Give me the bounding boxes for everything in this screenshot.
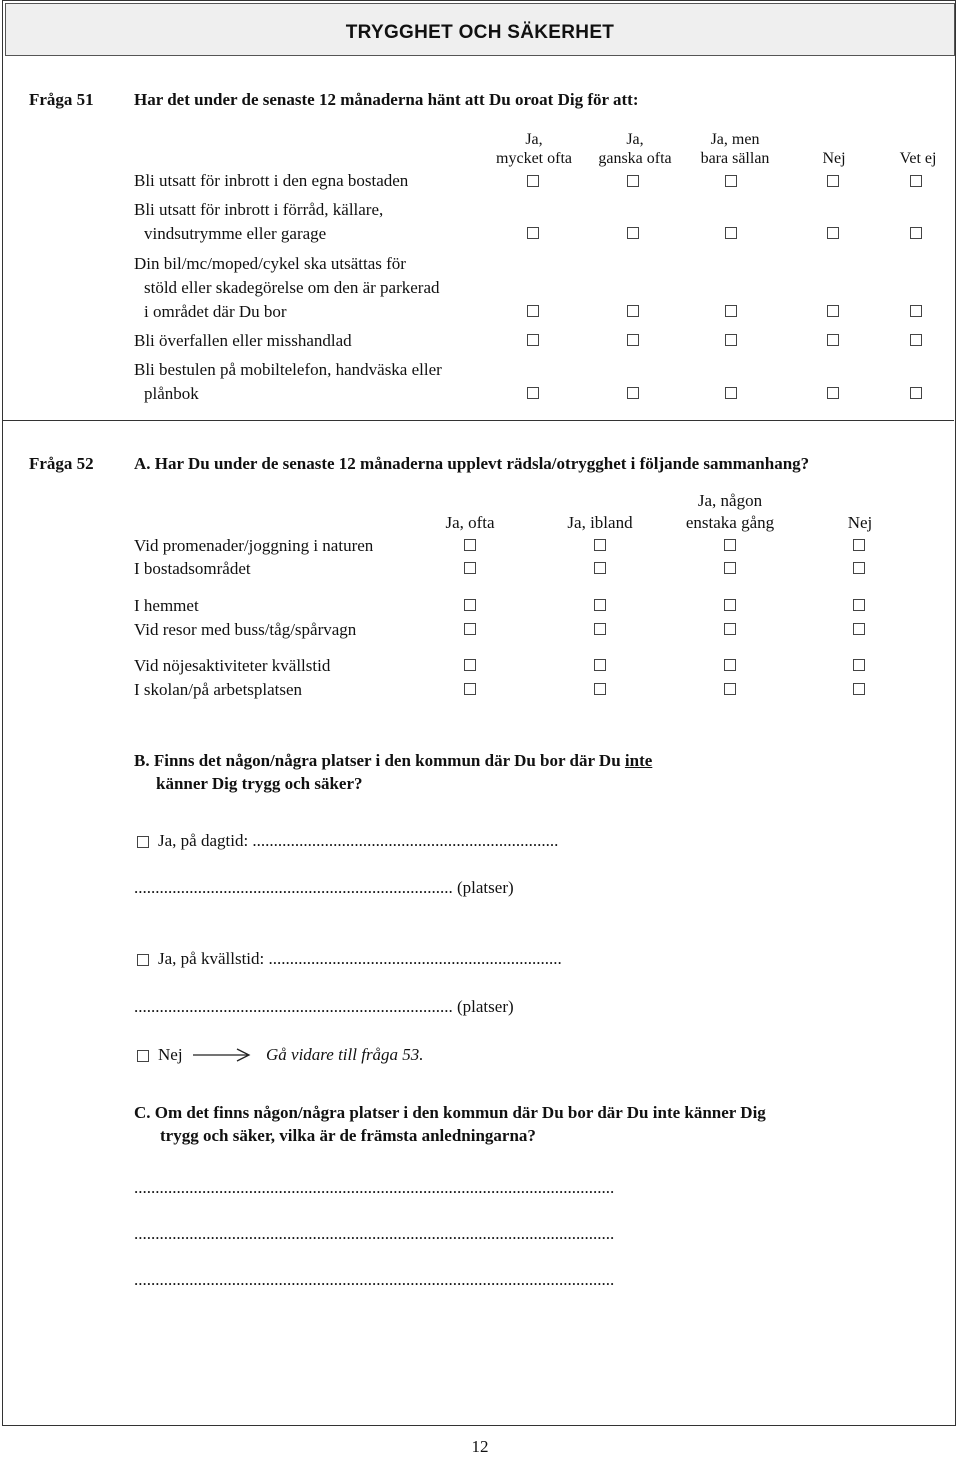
checkbox[interactable]	[910, 387, 922, 399]
checkbox[interactable]	[853, 683, 865, 695]
checkbox-nej[interactable]	[137, 1050, 149, 1062]
checkbox[interactable]	[464, 659, 476, 671]
q51-row-label: Din bil/mc/moped/cykel ska utsättas för	[134, 254, 406, 273]
checkbox[interactable]	[464, 539, 476, 551]
checkbox[interactable]	[627, 334, 639, 346]
q52a-question: A. Har Du under de senaste 12 månaderna upplevt rädsla/otrygghet i följande sammanhang?	[134, 454, 810, 473]
checkbox[interactable]	[853, 659, 865, 671]
q51-row-label: i området där Du bor	[144, 302, 287, 321]
q51-row-label: plånbok	[144, 384, 199, 403]
q51-row-label: vindsutrymme eller garage	[144, 224, 327, 243]
option-ja-dagtid: Ja, på dagtid: ........................................................................	[158, 831, 559, 850]
checkbox[interactable]	[724, 599, 736, 611]
q52a-col-header: Ja, någon enstaka gång	[685, 491, 775, 532]
q52a-col-header: Ja, ibland	[567, 513, 633, 532]
checkbox[interactable]	[724, 539, 736, 551]
q52a-row-label: Vid promenader/joggning i naturen	[134, 536, 374, 555]
checkbox[interactable]	[725, 305, 737, 317]
answer-line-dagtid: ........................................................................... (platser)	[134, 878, 514, 897]
checkbox[interactable]	[910, 305, 922, 317]
checkbox[interactable]	[724, 562, 736, 574]
q51-col-header: Vet ej	[899, 150, 937, 167]
q51-question: Har det under de senaste 12 månaderna hänt att Du oroat Dig för att:	[134, 90, 639, 109]
q51-row-label: stöld eller skadegörelse om den är parkerad	[144, 278, 440, 297]
checkbox[interactable]	[527, 227, 539, 239]
checkbox[interactable]	[594, 623, 606, 635]
goto-instruction: Gå vidare till fråga 53.	[266, 1045, 424, 1064]
checkbox[interactable]	[627, 305, 639, 317]
section-divider	[2, 420, 954, 421]
q52a-col-header: Ja, ofta	[445, 513, 495, 532]
checkbox[interactable]	[594, 599, 606, 611]
q51-col-header: Ja, mycket ofta	[496, 131, 572, 167]
q52b-question-line2: känner Dig trygg och säker?	[156, 774, 363, 793]
checkbox[interactable]	[627, 227, 639, 239]
checkbox[interactable]	[725, 227, 737, 239]
checkbox-ja-kvallstid[interactable]	[137, 954, 149, 966]
q52c-question-line2: trygg och säker, vilka är de främsta anledningarna?	[160, 1126, 536, 1145]
option-ja-kvallstid: Ja, på kvällstid: .....................................................................	[158, 949, 562, 968]
page-number: 12	[471, 1437, 489, 1456]
checkbox[interactable]	[594, 562, 606, 574]
q52a-col-header: Nej	[847, 513, 873, 532]
checkbox[interactable]	[910, 227, 922, 239]
q51-row-label: Bli utsatt för inbrott i förråd, källare,	[134, 200, 384, 219]
arrow-right-icon	[193, 1048, 251, 1062]
checkbox[interactable]	[724, 683, 736, 695]
checkbox[interactable]	[464, 562, 476, 574]
checkbox[interactable]	[910, 175, 922, 187]
checkbox[interactable]	[464, 599, 476, 611]
checkbox[interactable]	[724, 659, 736, 671]
checkbox[interactable]	[627, 175, 639, 187]
checkbox[interactable]	[594, 659, 606, 671]
answer-line-kvallstid: ........................................................................... (platser)	[134, 997, 514, 1016]
checkbox[interactable]	[853, 562, 865, 574]
q52a-row-label: Vid nöjesaktiviteter kvällstid	[134, 656, 331, 675]
checkbox[interactable]	[527, 334, 539, 346]
checkbox[interactable]	[827, 305, 839, 317]
q51-col-header: Ja, men bara sällan	[700, 131, 770, 167]
q51-row-label: Bli bestulen på mobiltelefon, handväska eller	[134, 360, 442, 379]
q52a-row-label: I skolan/på arbetsplatsen	[134, 680, 303, 699]
checkbox[interactable]	[853, 599, 865, 611]
q52a-row-label: I bostadsområdet	[134, 559, 251, 578]
section-title: TRYGGHET OCH SÄKERHET	[345, 22, 615, 43]
checkbox[interactable]	[725, 387, 737, 399]
checkbox-ja-dagtid[interactable]	[137, 836, 149, 848]
checkbox[interactable]	[527, 175, 539, 187]
checkbox[interactable]	[725, 334, 737, 346]
checkbox[interactable]	[910, 334, 922, 346]
checkbox[interactable]	[594, 683, 606, 695]
checkbox[interactable]	[853, 539, 865, 551]
option-nej: Nej	[158, 1045, 183, 1064]
q51-number: Fråga 51	[29, 90, 94, 109]
checkbox[interactable]	[464, 683, 476, 695]
checkbox[interactable]	[827, 387, 839, 399]
checkbox[interactable]	[464, 623, 476, 635]
q52c-question-line1: C. Om det finns någon/några platser i den kommun där Du bor där Du inte känner Dig	[134, 1103, 766, 1122]
checkbox[interactable]	[827, 175, 839, 187]
q52-number: Fråga 52	[29, 454, 94, 473]
checkbox[interactable]	[725, 175, 737, 187]
q52a-row-label: I hemmet	[134, 596, 199, 615]
answer-line[interactable]: .................................................................................................................	[134, 1178, 615, 1197]
checkbox[interactable]	[527, 305, 539, 317]
q52a-row-label: Vid resor med buss/tåg/spårvagn	[134, 620, 357, 639]
answer-line[interactable]: .................................................................................................................	[134, 1270, 615, 1289]
checkbox[interactable]	[827, 227, 839, 239]
section-header	[5, 3, 955, 56]
q51-col-header: Nej	[822, 150, 846, 167]
checkbox[interactable]	[527, 387, 539, 399]
checkbox[interactable]	[627, 387, 639, 399]
checkbox[interactable]	[594, 539, 606, 551]
checkbox[interactable]	[724, 623, 736, 635]
q51-row-label: Bli utsatt för inbrott i den egna bostaden	[134, 171, 409, 190]
q51-row-label: Bli överfallen eller misshandlad	[134, 331, 352, 350]
q52b-question-line1: B. Finns det någon/några platser i den kommun där Du bor där Du inte	[134, 751, 653, 770]
q51-col-header: Ja, ganska ofta	[598, 131, 672, 167]
checkbox[interactable]	[853, 623, 865, 635]
answer-line[interactable]: .................................................................................................................	[134, 1224, 615, 1243]
checkbox[interactable]	[827, 334, 839, 346]
